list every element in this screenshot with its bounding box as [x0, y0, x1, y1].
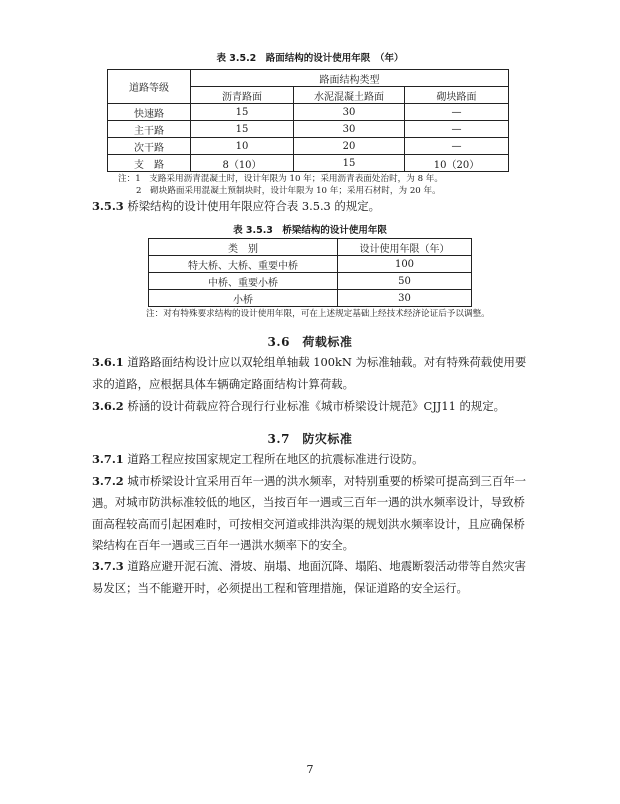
- clause-3-6-2: [92, 396, 532, 418]
- cell-block: —: [405, 104, 509, 121]
- table-3-5-3: [148, 238, 472, 307]
- header-block: 砌块路面: [405, 87, 509, 104]
- clause-number: 3.7.2: [92, 474, 124, 488]
- table-row: [149, 290, 472, 307]
- cell-concrete: 20: [294, 138, 405, 155]
- clause-3-7-2-paragraph-2: 对城市防洪标准较低的地区，当按百年一遇或三百年一遇的洪水频率设计，导致桥面高程较高而引起困难时，可按相交河道或排洪沟渠的规划洪水频率设计，且应确保桥梁结构在百年一遇或三百年一遇洪水频率下的安全。: [92, 495, 525, 552]
- cell-concrete: 30: [294, 104, 405, 121]
- cell-block: —: [405, 121, 509, 138]
- cell-block: —: [405, 138, 509, 155]
- cell-years: 50: [338, 273, 472, 290]
- clause-number: 3.7.3: [92, 559, 124, 573]
- clause-text: 城市桥梁设计宜采用百年一遇的洪水频率，对特别重要的桥梁可提高到三百年一遇。: [92, 474, 527, 510]
- table-3-5-2: [107, 69, 509, 172]
- clause-3-6-1: [92, 352, 532, 395]
- cell-block: 10（20）: [405, 155, 509, 172]
- header-pavement-type: 路面结构类型: [191, 70, 509, 87]
- clause-text: 道路路面结构设计应以双轮组单轴载 100kN 为标准轴载。对有特殊荷载使用要求的道路，应根据具体车辆确定路面结构计算荷载。: [92, 355, 527, 391]
- cell-category: 特大桥、大桥、重要中桥: [149, 256, 338, 273]
- section-3-7-heading: 3.7 防灾标准: [267, 432, 353, 446]
- clause-number: 3.5.3: [92, 199, 124, 213]
- table-row: [108, 155, 509, 172]
- cell-asphalt: 15: [191, 104, 294, 121]
- table-3-5-3-note: 注：对有特殊要求结构的设计使用年限，可在上述规定基础上经技术经济论证后予以调整。: [146, 309, 490, 319]
- cell-grade: 支 路: [108, 155, 191, 172]
- clause-3-5-3: [92, 196, 532, 218]
- clause-number: 3.7.1: [92, 452, 124, 466]
- clause-text: 桥涵的设计荷载应符合现行行业标准《城市桥梁设计规范》CJJ11 的规定。: [127, 399, 506, 413]
- cell-concrete: 15: [294, 155, 405, 172]
- cell-asphalt: 15: [191, 121, 294, 138]
- cell-grade: 快速路: [108, 104, 191, 121]
- table-row: [108, 138, 509, 155]
- table-row: [149, 273, 472, 290]
- table-row: [149, 256, 472, 273]
- table-3-5-2-note-1: 注：1 支路采用沥青混凝土时，设计年限为 10 年；采用沥青表面处治时，为 8 年。: [118, 174, 443, 184]
- cell-concrete: 30: [294, 121, 405, 138]
- cell-years: 30: [338, 290, 472, 307]
- cell-category: 中桥、重要小桥: [149, 273, 338, 290]
- clause-3-7-3: [92, 556, 532, 599]
- clause-text: 桥梁结构的设计使用年限应符合表 3.5.3 的规定。: [127, 199, 380, 213]
- table-3-5-3-caption: 表 3.5.3 桥梁结构的设计使用年限: [233, 225, 387, 236]
- table-3-5-2-note-2: 2 砌块路面采用混凝土预制块时，设计年限为 10 年；采用石材时，为 20 年。: [136, 186, 441, 196]
- header-road-grade: 道路等级: [108, 70, 191, 104]
- cell-years: 100: [338, 256, 472, 273]
- page-number: 7: [306, 763, 314, 776]
- clause-text: 道路工程应按国家规定工程所在地区的抗震标准进行设防。: [127, 452, 424, 466]
- header-category: 类 别: [149, 239, 338, 256]
- cell-asphalt: 10: [191, 138, 294, 155]
- table-row: [108, 121, 509, 138]
- table-3-5-2-caption: 表 3.5.2 路面结构的设计使用年限 （年）: [216, 53, 404, 64]
- table-row: [108, 104, 509, 121]
- clause-number: 3.6.2: [92, 399, 124, 413]
- header-design-years: 设计使用年限（年）: [338, 239, 472, 256]
- cell-grade: 主干路: [108, 121, 191, 138]
- clause-number: 3.6.1: [92, 355, 124, 369]
- section-3-6-heading: 3.6 荷载标准: [267, 335, 353, 349]
- cell-category: 小桥: [149, 290, 338, 307]
- header-asphalt: 沥青路面: [191, 87, 294, 104]
- header-concrete: 水泥混凝土路面: [294, 87, 405, 104]
- cell-grade: 次干路: [108, 138, 191, 155]
- clause-text: 道路应避开泥石流、滑坡、崩塌、地面沉降、塌陷、地震断裂活动带等自然灾害易发区；当不能避开时，必须提出工程和管理措施，保证道路的安全运行。: [92, 559, 527, 595]
- clause-3-7-1: [92, 449, 532, 471]
- cell-asphalt: 8（10）: [191, 155, 294, 172]
